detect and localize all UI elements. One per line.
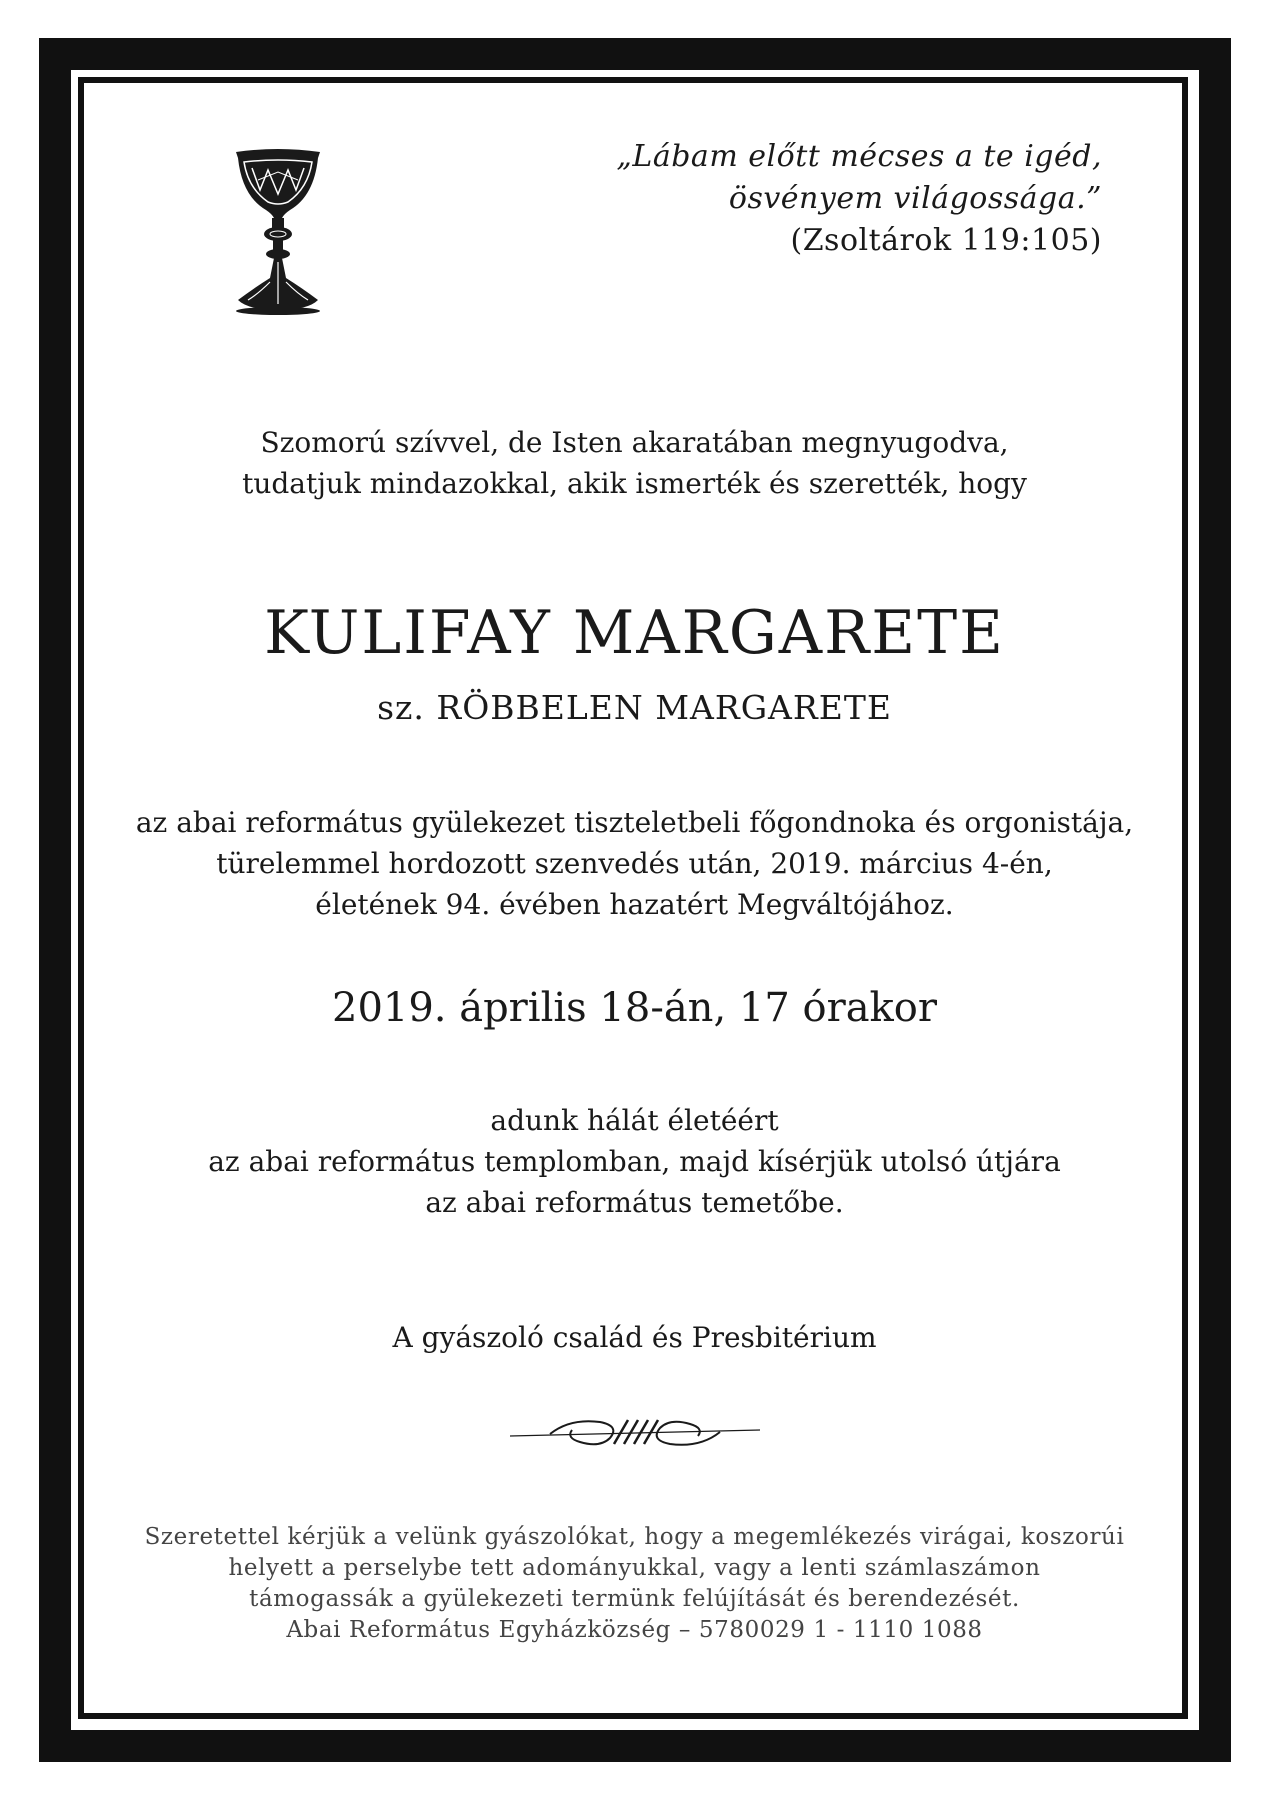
- deceased-name: KULIFAY MARGARETE: [264, 598, 1005, 668]
- bio-line-2: türelemmel hordozott szenvedés után, 2019. március 4-én,: [216, 847, 1053, 880]
- ceremony-line-2: az abai református templomban, majd kísérjük utolsó útjára: [208, 1145, 1061, 1178]
- maiden-name: sz. RÖBBELEN MARGARETE: [377, 688, 892, 727]
- signature: A gyászoló család és Presbitérium: [392, 1321, 877, 1354]
- service-datetime: 2019. április 18-án, 17 órakor: [332, 985, 937, 1031]
- quote-line-1: „Lábam előtt mécses a te igéd,: [616, 139, 1102, 174]
- ceremony-line-3: az abai református temetőbe.: [425, 1186, 844, 1219]
- intro-text: [0, 422, 1269, 504]
- biography-text: [0, 802, 1269, 925]
- bible-quote: [616, 136, 1102, 262]
- bank-account-line: Abai Református Egyházközség – 5780029 1 - 1110 1088: [286, 1617, 983, 1643]
- ceremony-line-1: adunk hálát életéért: [490, 1104, 779, 1137]
- donation-line-1: Szeretettel kérjük a velünk gyászolókat, hogy a megemlékezés virágai, koszorúi: [144, 1524, 1125, 1550]
- quote-line-2: ösvényem világossága.”: [728, 181, 1102, 216]
- ceremony-text: [0, 1100, 1269, 1223]
- donation-request: [0, 1522, 1269, 1646]
- bio-line-1: az abai református gyülekezet tiszteletbeli főgondnoka és orgonistája,: [135, 806, 1134, 839]
- bio-line-3: életének 94. évében hazatért Megváltójához.: [315, 888, 954, 921]
- chalice-icon: [228, 148, 328, 316]
- quote-reference: (Zsoltárok 119:105): [790, 223, 1102, 258]
- intro-line-1: Szomorú szívvel, de Isten akaratában megnyugodva,: [260, 426, 1009, 459]
- intro-line-2: tudatjuk mindazokkal, akik ismerték és szerették, hogy: [242, 467, 1027, 500]
- flourish-ornament-icon: [510, 1408, 760, 1458]
- donation-line-3: támogassák a gyülekezeti termünk felújítását és berendezését.: [249, 1586, 1020, 1612]
- donation-line-2: helyett a perselybe tett adományukkal, vagy a lenti számlaszámon: [228, 1555, 1041, 1581]
